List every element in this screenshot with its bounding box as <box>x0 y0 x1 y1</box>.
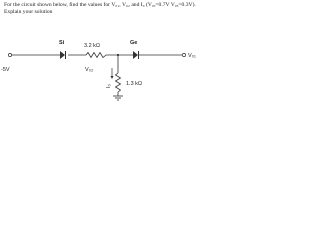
junction-dot <box>117 54 119 56</box>
resistor2-label: 1.3 kΩ <box>126 81 143 87</box>
circuit-diagram <box>0 0 200 109</box>
diode1-label: Si <box>59 40 65 46</box>
question-line-1: For the circuit shown below, find the values for V₀₁, V₀₂ and I₀ (V₀ₐ=0.7V V₀ₓ=0.3V). <box>4 2 196 8</box>
diode-si-icon <box>60 51 66 59</box>
ground-icon <box>113 96 123 100</box>
diode-ge-icon <box>133 51 139 59</box>
current-label: I₀ <box>106 84 112 88</box>
question-line-2: Explain your solution <box>4 9 53 16</box>
current-arrow-icon <box>111 68 114 79</box>
source-label: -5V <box>1 67 10 73</box>
resistor-1-3k <box>116 73 121 92</box>
diode2-label: Ge <box>130 40 138 46</box>
vo1-label: V₀₁ <box>188 53 196 59</box>
resistor-3-2k <box>86 53 106 58</box>
terminal-left <box>8 53 11 56</box>
terminal-right <box>182 53 185 56</box>
resistor1-label: 3.2 kΩ <box>84 43 101 49</box>
vo2-label: V₀₂ <box>85 67 94 73</box>
